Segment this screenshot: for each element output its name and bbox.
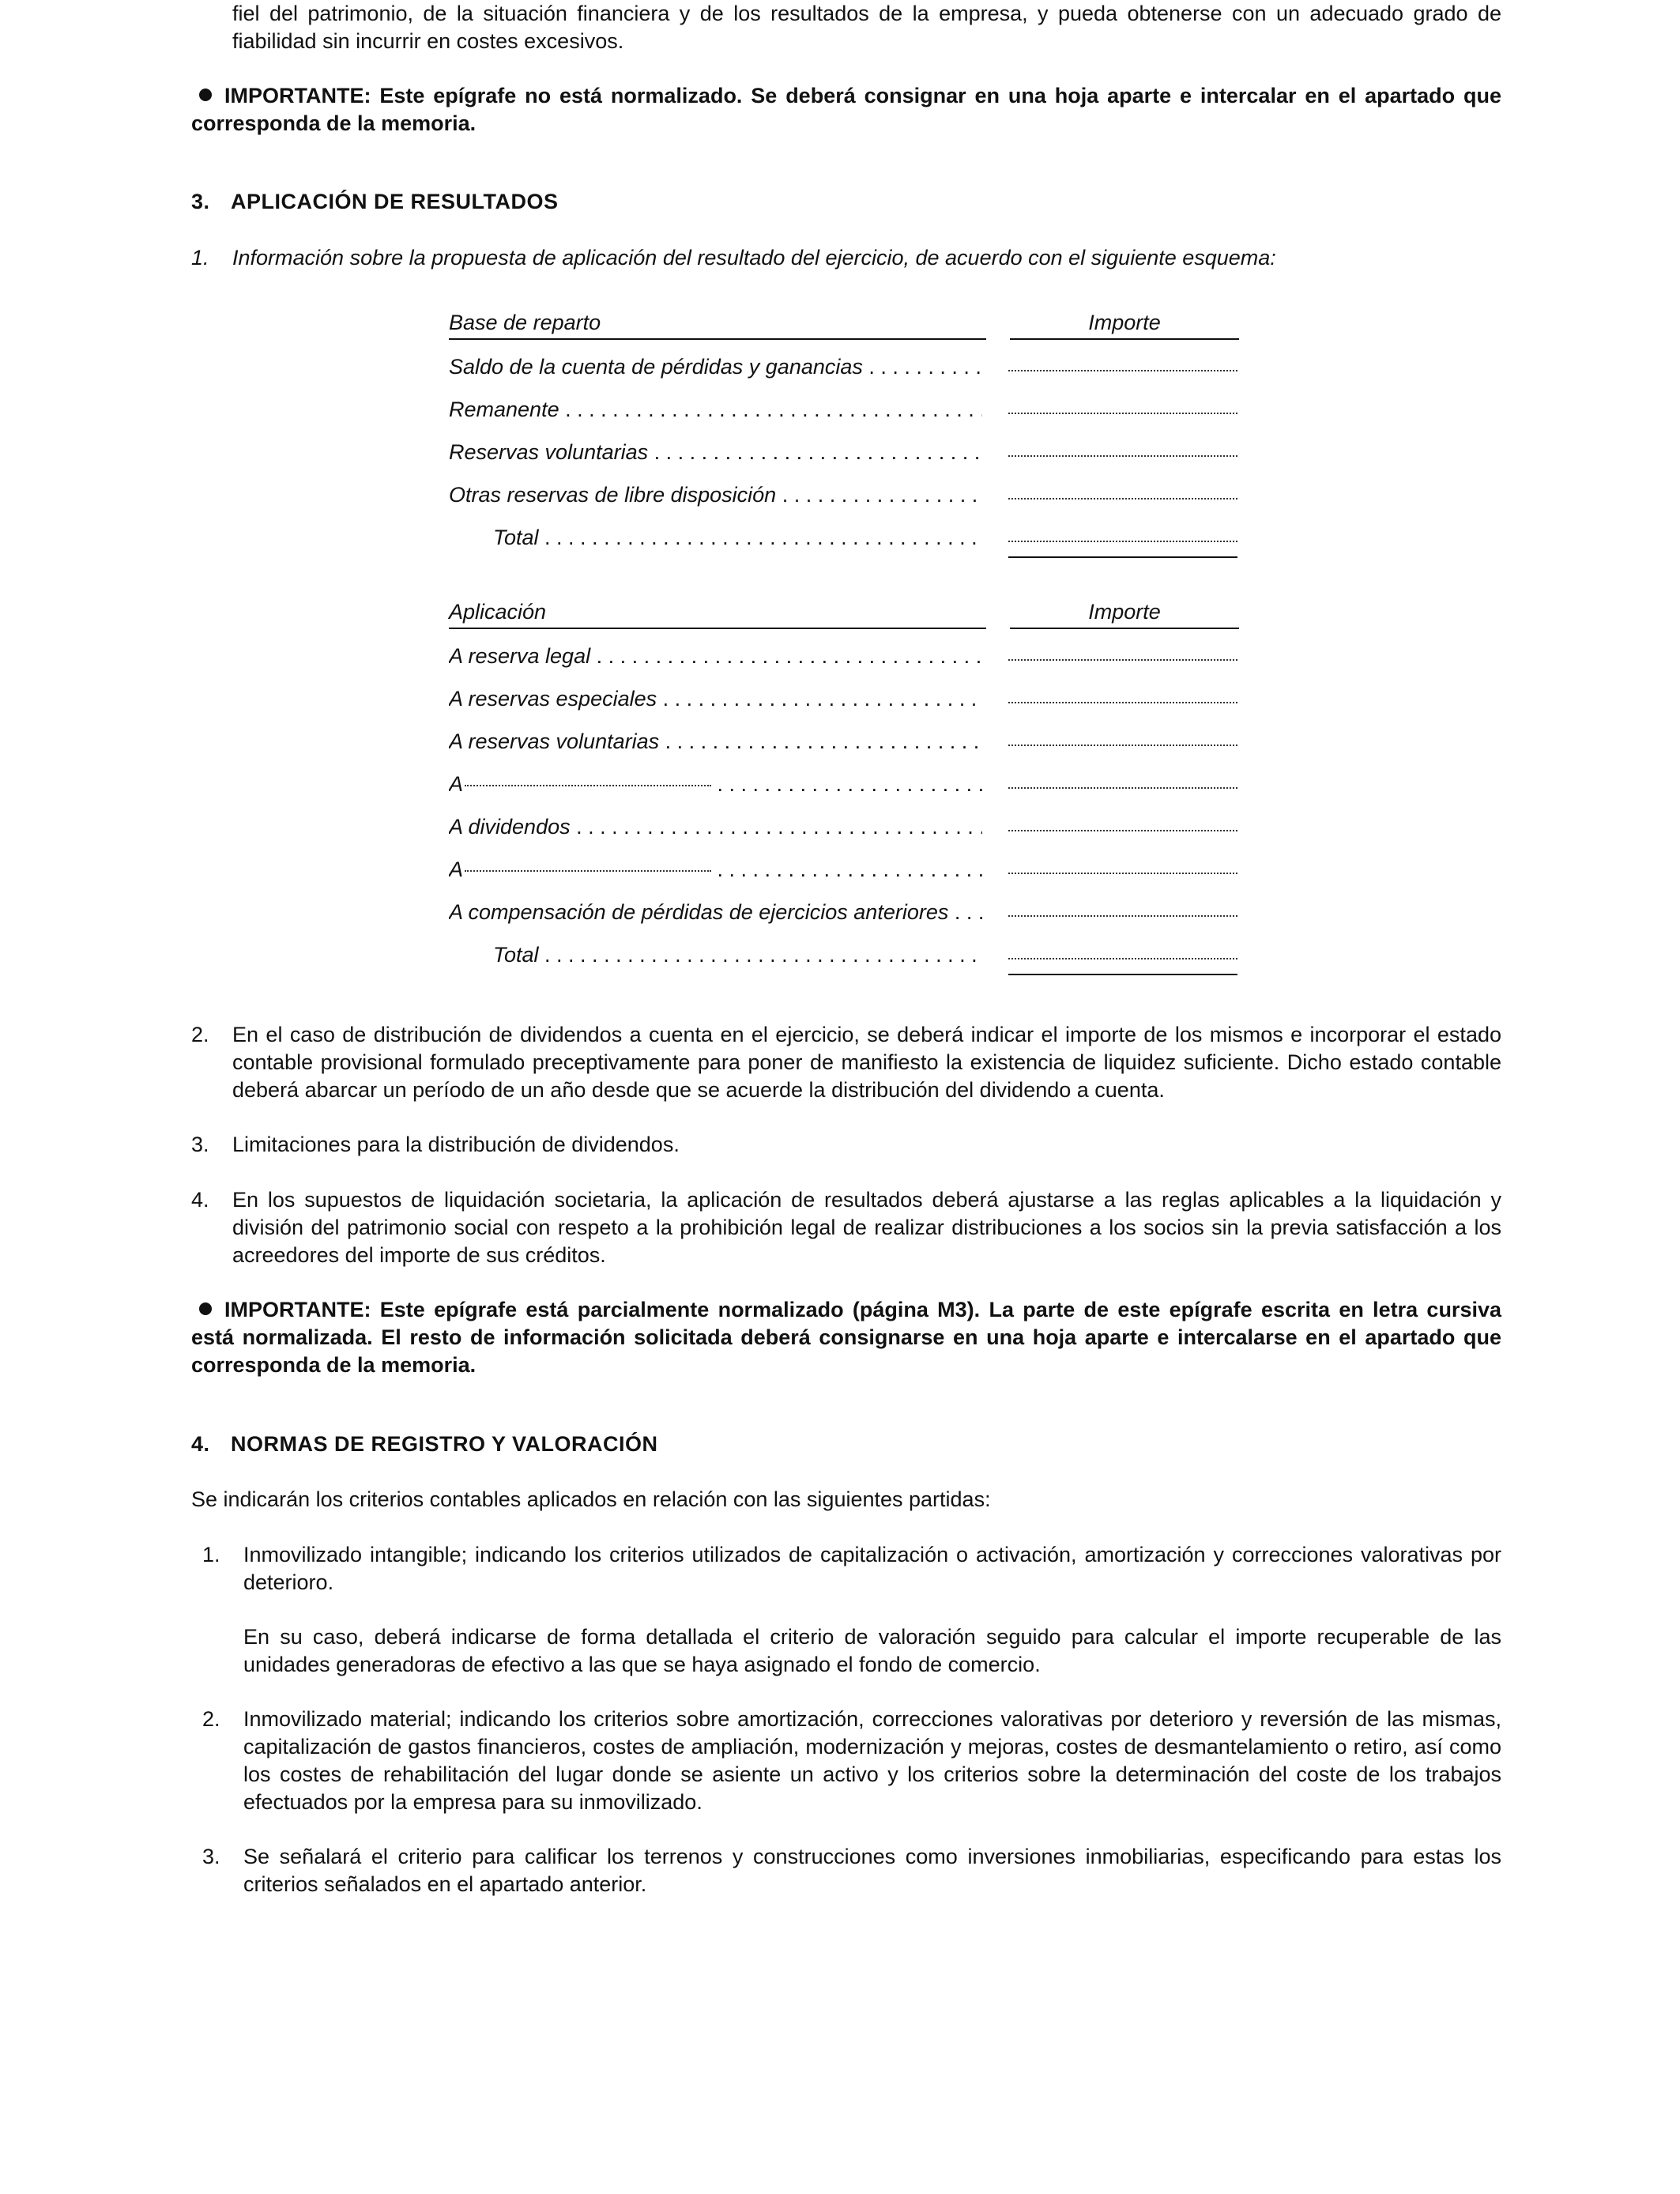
section-number: 3. xyxy=(191,190,210,213)
table-row: Reservas voluntarias . . . xyxy=(449,438,1242,466)
intro-paragraph: fiel del patrimonio, de la situación financiera y de los resultados de la empresa, y pueda obtenerse con un adecuado grado de fiabilidad sin incurrir en costes excesivos. xyxy=(232,2,1501,53)
table-row: Remanente . . . xyxy=(449,395,1242,424)
table-row: A . . . xyxy=(449,855,1242,884)
section-title: APLICACIÓN DE RESULTADOS xyxy=(231,190,559,213)
s4-item-2-text: Inmovilizado material; indicando los criterios sobre amortización, correcciones valorativas por deterioro y reversión de las mismas, capitalización de gastos financieros, costes de ampliación, modernización y mejoras, costes de desmantelamiento o retiro, así como los costes de rehabilitación del lugar donde se asiente un activo y los criterios sobre la determinación del coste de los trabajos efectuados por la empresa para su inmovilizado. xyxy=(243,1707,1501,1814)
table-row: A reservas especiales . . . xyxy=(449,684,1242,713)
item-4-text: En los supuestos de liquidación societaria, la aplicación de resultados deberá ajustarse a las reglas aplicables a la liquidación y división del patrimonio social con respeto a la prohibición legal de realizar distribuciones a los socios sin la previa satisfacción a los acreedores del importe de sus créditos. xyxy=(232,1188,1501,1267)
app-table-col1: Aplicación xyxy=(449,598,986,629)
amount-field[interactable] xyxy=(1008,370,1237,371)
table-row: A dividendos . . . xyxy=(449,812,1242,841)
base-table-col1: Base de reparto xyxy=(449,308,986,340)
section-4-intro: Se indicarán los criterios contables aplicados en relación con las siguientes partidas: xyxy=(191,1487,991,1511)
important-notice-1-text: IMPORTANTE: Este epígrafe no está normalizado. Se deberá consignar en una hoja aparte e intercalar en el apartado que corresponda de la memoria. xyxy=(191,84,1501,135)
item-number: 3. xyxy=(191,1133,209,1156)
table-row: Saldo de la cuenta de pérdidas y ganancias . . . xyxy=(449,352,1242,381)
s4-item-1-extra-text: En su caso, deberá indicarse de forma detallada el criterio de valoración seguido para calcular el importe recuperable de las unidades generadoras de efectivo a las que se haya asignado el fondo de comercio. xyxy=(243,1625,1501,1676)
important-notice-2 xyxy=(191,1296,1501,1379)
bullet-icon xyxy=(199,89,212,101)
app-table-header xyxy=(449,598,1242,629)
table-row: A reservas voluntarias . . . xyxy=(449,727,1242,756)
total-underline xyxy=(1008,556,1237,558)
table-row: A compensación de pérdidas de ejercicios anteriores . . . xyxy=(449,898,1242,926)
item-3-text: Limitaciones para la distribución de dividendos. xyxy=(232,1133,680,1156)
amount-field[interactable] xyxy=(1008,787,1237,789)
amount-field[interactable] xyxy=(1008,455,1237,457)
table-row: A . . . xyxy=(449,770,1242,798)
base-table-col2: Importe xyxy=(1010,308,1239,340)
item-number: 1. xyxy=(191,246,209,270)
item-number: 3. xyxy=(202,1845,220,1868)
table-row: Otras reservas de libre disposición . . . xyxy=(449,481,1242,509)
amount-field[interactable] xyxy=(1008,498,1237,499)
section-3-heading xyxy=(191,188,559,216)
item-number: 1. xyxy=(202,1543,220,1566)
total-underline xyxy=(1008,974,1237,975)
amount-field[interactable] xyxy=(1008,873,1237,874)
amount-field[interactable] xyxy=(1008,702,1237,703)
amount-field[interactable] xyxy=(1008,915,1237,917)
item-number: 4. xyxy=(191,1188,209,1212)
section-title: NORMAS DE REGISTRO Y VALORACIÓN xyxy=(231,1432,658,1456)
bullet-icon xyxy=(199,1302,212,1315)
section-4-heading xyxy=(191,1431,658,1458)
section-number: 4. xyxy=(191,1432,210,1456)
app-table-col2: Importe xyxy=(1010,598,1239,629)
blank-concept-field[interactable] xyxy=(465,785,711,786)
table-total-row: Total . . . xyxy=(449,941,1242,969)
amount-field[interactable] xyxy=(1008,830,1237,831)
base-table-header xyxy=(449,308,1242,340)
item-number: 2. xyxy=(191,1023,209,1046)
table-total-row: Total . . . xyxy=(449,523,1242,552)
s4-item-1-text: Inmovilizado intangible; indicando los criterios utilizados de capitalización o activación, amortización y correcciones valorativas por deterioro. xyxy=(243,1543,1501,1594)
item-number: 2. xyxy=(202,1707,220,1731)
item-1-text: Información sobre la propuesta de aplicación del resultado del ejercicio, de acuerdo con el siguiente esquema: xyxy=(232,246,1276,270)
item-2-text: En el caso de distribución de dividendos a cuenta en el ejercicio, se deberá indicar el importe de los mismos e incorporar el estado contable provisional formulado preceptivamente para poner de manifiesto la existencia de liquidez suficiente. Dicho estado contable deberá abarcar un período de un año desde que se acuerde la distribución del dividendo a cuenta. xyxy=(232,1023,1501,1102)
important-notice-2-text: IMPORTANTE: Este epígrafe está parcialmente normalizado (página M3). La parte de este epígrafe escrita en letra cursiva está normalizada. El resto de información solicitada deberá consignarse en una hoja aparte e intercalarse en el apartado que corresponda de la memoria. xyxy=(191,1298,1501,1377)
amount-field[interactable] xyxy=(1008,413,1237,414)
amount-field[interactable] xyxy=(1008,745,1237,746)
amount-field[interactable] xyxy=(1008,958,1237,959)
table-row: A reserva legal . . . xyxy=(449,642,1242,670)
s4-item-3-text: Se señalará el criterio para calificar los terrenos y construcciones como inversiones inmobiliarias, especificando para estas los criterios señalados en el apartado anterior. xyxy=(243,1845,1501,1896)
blank-concept-field[interactable] xyxy=(465,870,711,872)
amount-field[interactable] xyxy=(1008,541,1237,542)
amount-field[interactable] xyxy=(1008,659,1237,661)
important-notice-1 xyxy=(191,82,1501,138)
